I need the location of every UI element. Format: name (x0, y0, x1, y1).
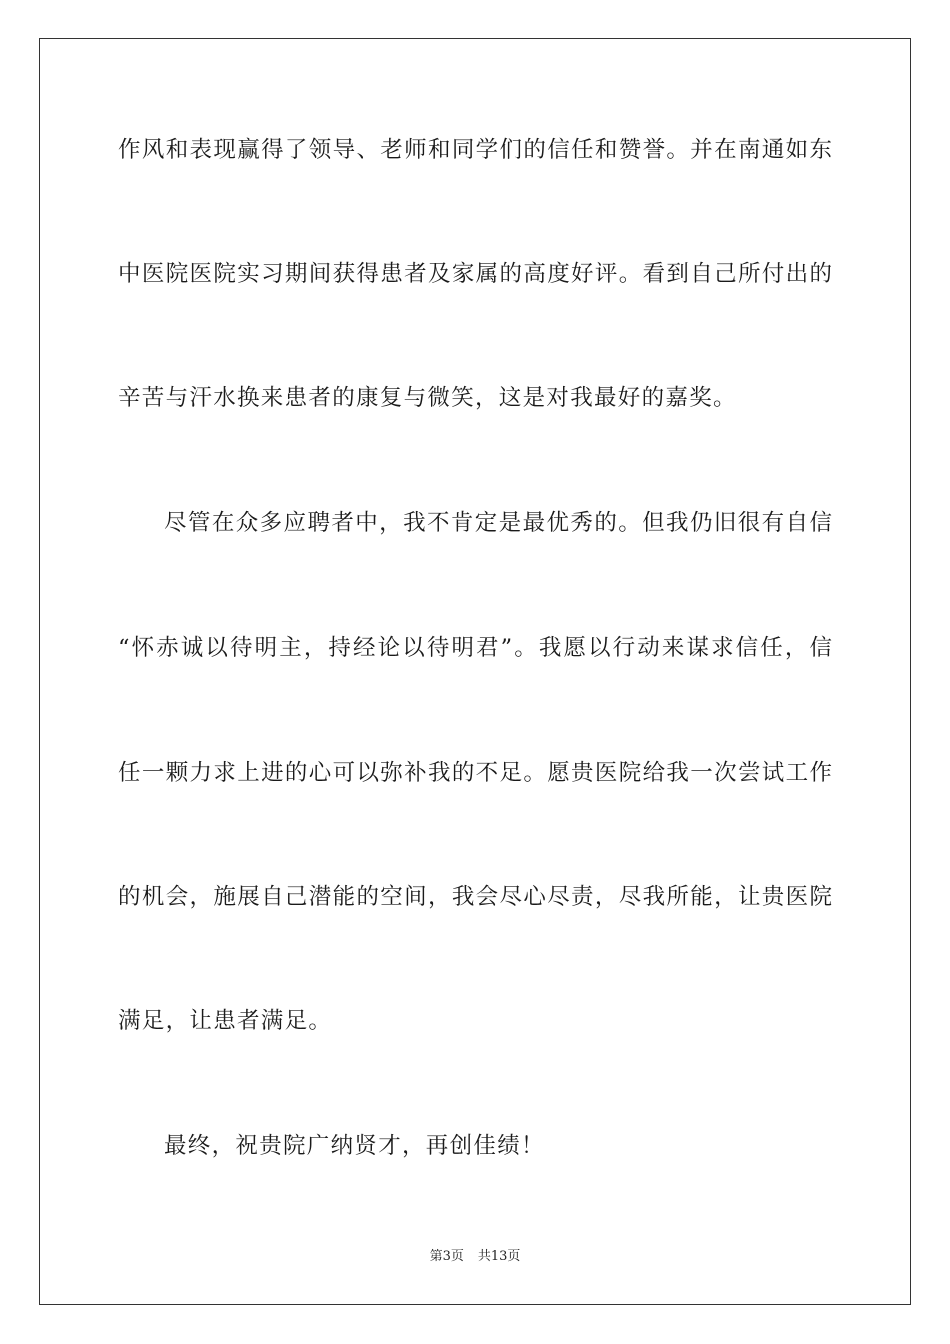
paragraph-line-4: 尽管在众多应聘者中，我不肯定是最优秀的。但我仍旧很有自信 (164, 510, 832, 536)
paragraph-line-3: 辛苦与汗水换来患者的康复与微笑，这是对我最好的嘉奖。 (118, 385, 737, 411)
total-pages: 共13页 (477, 1249, 521, 1264)
paragraph-line-8: 满足，让患者满足。 (118, 1008, 333, 1034)
paragraph-line-6: 任一颗力求上进的心可以弥补我的不足。愿贵医院给我一次尝试工作 (118, 760, 832, 786)
page-border (39, 38, 911, 1305)
paragraph-line-2: 中医院医院实习期间获得患者及家属的高度好评。看到自己所付出的 (118, 261, 832, 287)
paragraph-line-7: 的机会，施展自己潜能的空间，我会尽心尽责，尽我所能，让贵医院 (118, 884, 832, 910)
page-footer (0, 1248, 950, 1266)
page-number: 第3页 (429, 1249, 464, 1264)
paragraph-line-9: 最终，祝贵院广纳贤才，再创佳绩！ (164, 1133, 545, 1159)
paragraph-line-5: “怀赤诚以待明主，持经论以待明君”。我愿以行动来谋求信任，信 (118, 635, 832, 661)
paragraph-line-1: 作风和表现赢得了领导、老师和同学们的信任和赞誉。并在南通如东 (118, 137, 832, 163)
